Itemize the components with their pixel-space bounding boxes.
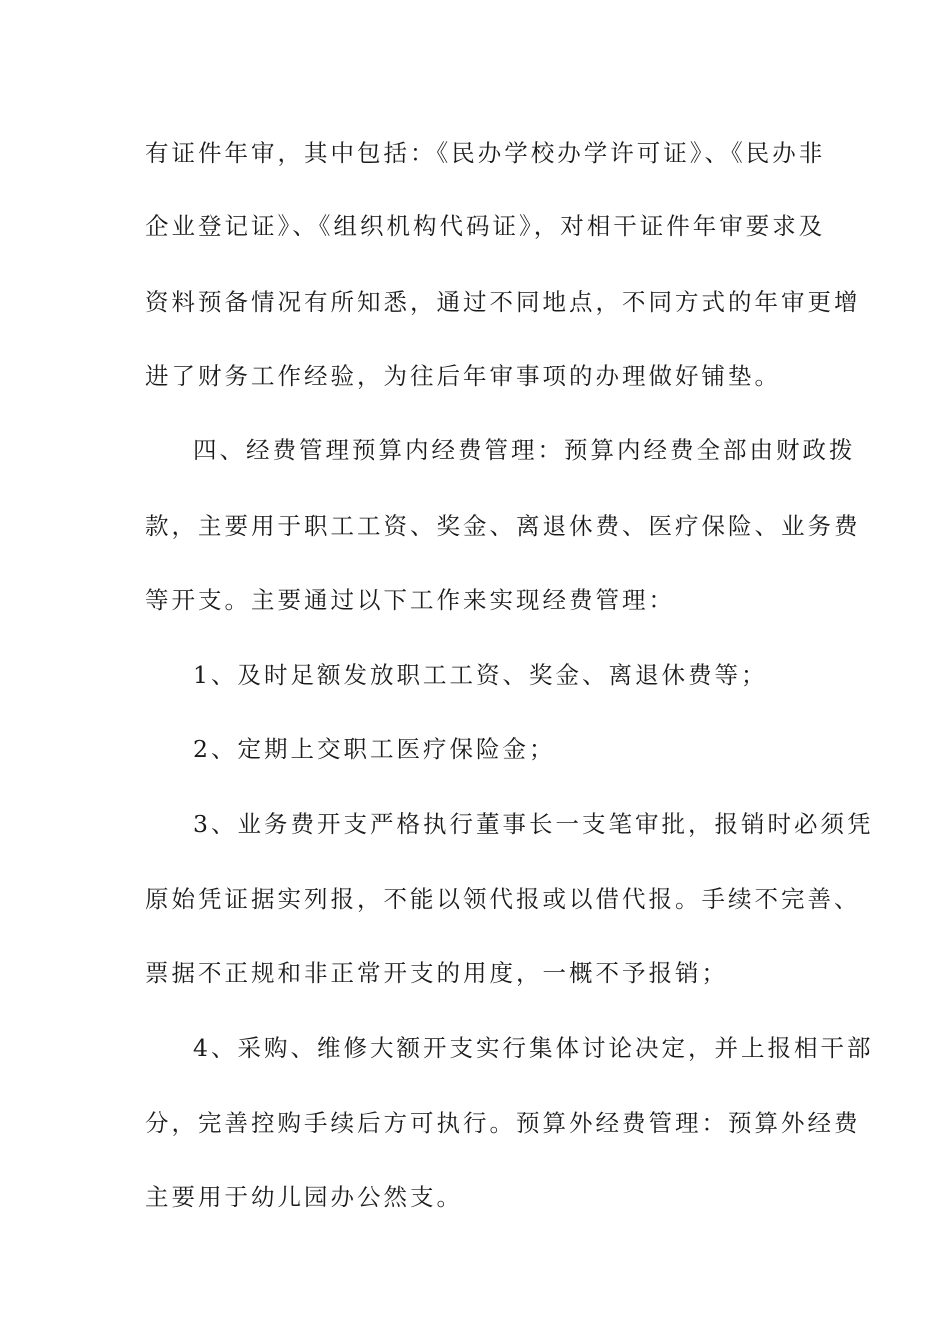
paragraph-line: 四、经费管理预算内经费管理：预算内经费全部由财政拨 xyxy=(193,436,856,464)
list-item: 3、业务费开支严格执行董事长一支笔审批，报销时必须凭 xyxy=(193,810,874,838)
list-item: 4、采购、维修大额开支实行集体讨论决定，并上报相干部 xyxy=(193,1034,874,1062)
list-item: 2、定期上交职工医疗保险金； xyxy=(193,735,556,763)
paragraph-line: 主要用于幼儿园办公然支。 xyxy=(145,1183,463,1211)
paragraph-line: 有证件年审，其中包括：《民办学校办学许可证》、《民办非 xyxy=(145,139,826,167)
list-item: 1、及时足额发放职工工资、奖金、离退休费等； xyxy=(193,661,768,689)
paragraph-line: 进了财务工作经验，为往后年审事项的办理做好铺垫。 xyxy=(145,362,781,390)
paragraph-line: 票据不正规和非正常开支的用度，一概不予报销； xyxy=(145,959,728,987)
paragraph-line: 资料预备情况有所知悉，通过不同地点，不同方式的年审更增 xyxy=(145,288,861,316)
paragraph-line: 分，完善控购手续后方可执行。预算外经费管理：预算外经费 xyxy=(145,1109,861,1137)
paragraph-line: 等开支。主要通过以下工作来实现经费管理： xyxy=(145,586,675,614)
paragraph-line: 企业登记证》、《组织机构代码证》，对相干证件年审要求及 xyxy=(145,212,826,240)
paragraph-line: 原始凭证据实列报，不能以领代报或以借代报。手续不完善、 xyxy=(145,885,861,913)
paragraph-line: 款，主要用于职工工资、奖金、离退休费、医疗保险、业务费 xyxy=(145,512,861,540)
